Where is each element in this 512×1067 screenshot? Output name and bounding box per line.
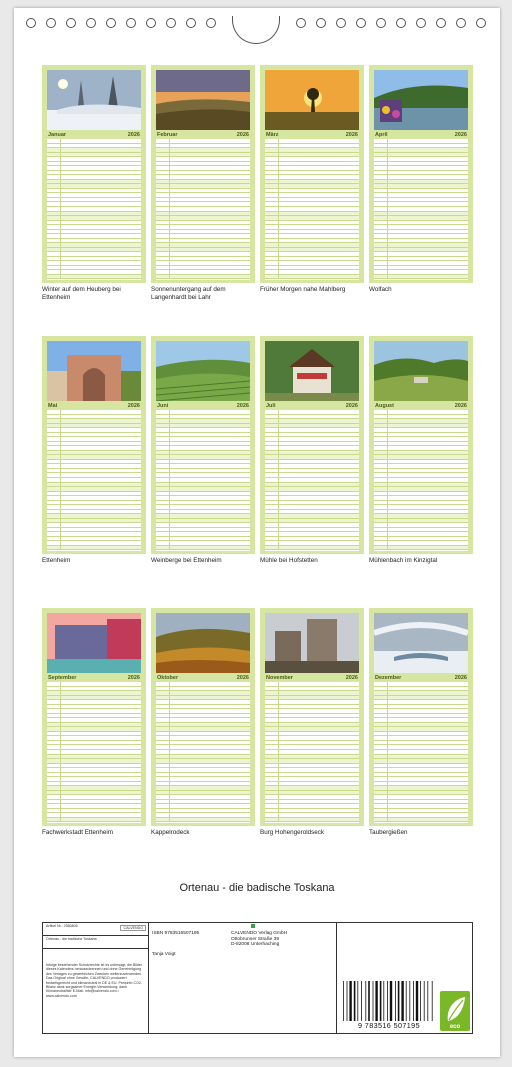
day-grid <box>156 410 250 551</box>
binding-ring <box>456 18 466 28</box>
month-photo <box>374 70 468 130</box>
month-panel <box>42 336 146 565</box>
month-photo <box>47 341 141 401</box>
month-photo <box>156 70 250 130</box>
month-card <box>42 65 146 283</box>
calendar-title: Ortenau - die badische Toskana <box>179 882 335 894</box>
barcode-number: 9 783516 507195 <box>358 1021 420 1030</box>
binding-ring <box>186 18 196 28</box>
month-header <box>156 130 250 139</box>
month-header <box>47 673 141 682</box>
month-header <box>156 401 250 410</box>
month-header <box>374 673 468 682</box>
author: Tanja Voigt <box>152 952 176 957</box>
month-header <box>47 130 141 139</box>
binding-ring <box>106 18 116 28</box>
day-grid <box>47 682 141 823</box>
month-year: 2026 <box>236 131 249 138</box>
month-caption: Burg Hohengeroldseck <box>260 829 325 836</box>
month-year: 2026 <box>454 402 467 409</box>
publisher-address <box>231 931 287 948</box>
month-name: Oktober <box>157 674 179 681</box>
binding-ring <box>336 18 346 28</box>
month-name: Mai <box>48 402 58 409</box>
month-year: 2026 <box>345 674 358 681</box>
month-name: September <box>48 674 77 681</box>
day-row <box>47 818 141 823</box>
month-photo <box>374 613 468 673</box>
day-grid <box>374 682 468 823</box>
month-name: August <box>375 402 394 409</box>
month-photo <box>47 613 141 673</box>
month-card <box>369 65 473 283</box>
month-card <box>151 65 255 283</box>
product-title: Ortenau - die badische Toskana <box>46 937 97 941</box>
month-caption: Weinberge bei Ettenheim <box>151 557 222 564</box>
calendar-page <box>14 8 500 1057</box>
day-row <box>374 546 468 551</box>
month-header <box>47 401 141 410</box>
day-grid <box>47 139 141 280</box>
info-column-left <box>43 923 149 1033</box>
day-row <box>47 546 141 551</box>
publisher-line: D-82008 Unterhaching <box>231 942 280 948</box>
day-grid <box>156 682 250 823</box>
binding-rings <box>14 18 500 32</box>
publisher-line: CALVENDO Verlag GmbH <box>231 931 288 936</box>
month-name: Juni <box>157 402 169 409</box>
barcode <box>341 981 437 1031</box>
month-year: 2026 <box>127 674 140 681</box>
month-panel <box>260 65 364 294</box>
info-column-middle <box>149 923 337 1033</box>
day-grid <box>265 682 359 823</box>
month-year: 2026 <box>345 402 358 409</box>
day-row <box>156 546 250 551</box>
month-year: 2026 <box>454 674 467 681</box>
month-caption: Mühlenbach im Kinzigtal <box>369 557 438 564</box>
month-name: Januar <box>48 131 67 138</box>
month-caption: Sonnenuntergang auf dem Langenhardt bei Lahr <box>151 286 226 301</box>
month-caption: Wolfach <box>369 286 392 293</box>
month-photo <box>47 70 141 130</box>
binding-ring <box>66 18 76 28</box>
month-name: April <box>375 131 388 138</box>
month-card <box>260 608 364 826</box>
month-caption: Kappelrodeck <box>151 829 190 836</box>
binding-ring <box>376 18 386 28</box>
day-row <box>265 275 359 280</box>
day-grid <box>47 410 141 551</box>
day-grid <box>156 139 250 280</box>
month-caption: Ettenheim <box>42 557 71 564</box>
month-card <box>369 608 473 826</box>
day-grid <box>374 139 468 280</box>
month-caption: Winter auf dem Heuberg bei Ettenheim <box>42 286 121 301</box>
month-card <box>42 608 146 826</box>
binding-ring <box>296 18 306 28</box>
month-name: November <box>266 674 293 681</box>
month-header <box>156 673 250 682</box>
product-title-row <box>43 936 149 949</box>
day-row <box>374 275 468 280</box>
month-card <box>369 336 473 554</box>
barcode-bars <box>341 981 437 1021</box>
month-name: Februar <box>157 131 178 138</box>
month-caption: Taubergießen <box>369 829 408 836</box>
eco-badge <box>440 991 470 1031</box>
month-header <box>265 401 359 410</box>
binding-ring <box>126 18 136 28</box>
article-number: Artikel Nr.: 2580806 <box>46 924 78 928</box>
month-caption: Fachwerkstadt Ettenheim <box>42 829 114 836</box>
day-grid <box>265 139 359 280</box>
month-year: 2026 <box>236 402 249 409</box>
month-panel <box>369 608 473 837</box>
day-grid <box>265 410 359 551</box>
month-year: 2026 <box>345 131 358 138</box>
day-row <box>156 818 250 823</box>
month-year: 2026 <box>127 131 140 138</box>
day-row <box>156 275 250 280</box>
binding-ring <box>166 18 176 28</box>
binding-ring <box>86 18 96 28</box>
month-photo <box>374 341 468 401</box>
month-photo <box>265 70 359 130</box>
article-number-row <box>43 923 149 936</box>
publisher-logo: CALVENDO <box>120 925 146 931</box>
month-panel <box>369 336 473 565</box>
month-name: Dezember <box>375 674 402 681</box>
binding-ring <box>146 18 156 28</box>
month-photo <box>265 341 359 401</box>
month-panel <box>260 608 364 837</box>
binding-ring <box>436 18 446 28</box>
month-card <box>151 608 255 826</box>
month-card <box>260 336 364 554</box>
hanger-hook <box>232 16 280 44</box>
month-name: März <box>266 131 279 138</box>
binding-ring <box>416 18 426 28</box>
month-panel <box>42 65 146 302</box>
month-panel <box>151 336 255 565</box>
month-card <box>151 336 255 554</box>
month-panel <box>42 608 146 837</box>
month-year: 2026 <box>454 131 467 138</box>
month-header <box>374 130 468 139</box>
month-year: 2026 <box>236 674 249 681</box>
day-row <box>265 546 359 551</box>
month-name: Juli <box>266 402 276 409</box>
month-panel <box>151 608 255 837</box>
month-photo <box>156 341 250 401</box>
binding-ring <box>316 18 326 28</box>
info-block <box>42 922 473 1034</box>
day-row <box>265 818 359 823</box>
month-header <box>374 401 468 410</box>
isbn: ISBN 9783516507195 <box>152 931 200 936</box>
color-mark <box>251 924 255 928</box>
day-grid <box>374 410 468 551</box>
binding-ring <box>26 18 36 28</box>
month-card <box>260 65 364 283</box>
day-row <box>47 275 141 280</box>
month-year: 2026 <box>127 402 140 409</box>
month-header <box>265 673 359 682</box>
binding-ring <box>206 18 216 28</box>
day-row <box>374 818 468 823</box>
binding-ring <box>396 18 406 28</box>
month-photo <box>265 613 359 673</box>
legal-text: Infolge bestehender Schutzrechte ist es untersagt, die Bilder dieses Kalenders herauszutrennen und ohne Genehmigung des Verlages zu gewerblichen Zwecken weiterzuverwenden. Das Original ohne Gewähr. CALVENDO produziert bedarfsgerecht und klimaneutral in DE & EU. Preisinfo CO2-Bilanz dank sorgsamer Energie-Verwendung: dank Klimaneutralität: E-Mail: info@calvendo.com • www.calvendo.com <box>46 963 143 998</box>
binding-ring <box>46 18 56 28</box>
eco-label: eco <box>449 1024 461 1030</box>
month-panel <box>151 65 255 302</box>
binding-ring <box>476 18 486 28</box>
month-panel <box>260 336 364 565</box>
month-card <box>42 336 146 554</box>
month-caption: Mühle bei Hofstetten <box>260 557 318 564</box>
binding-ring <box>356 18 366 28</box>
publisher-line: Ottobrunner Straße 39 <box>231 936 279 942</box>
month-header <box>265 130 359 139</box>
month-photo <box>156 613 250 673</box>
month-panel <box>369 65 473 294</box>
month-caption: Früher Morgen nahe Mahlberg <box>260 286 346 293</box>
